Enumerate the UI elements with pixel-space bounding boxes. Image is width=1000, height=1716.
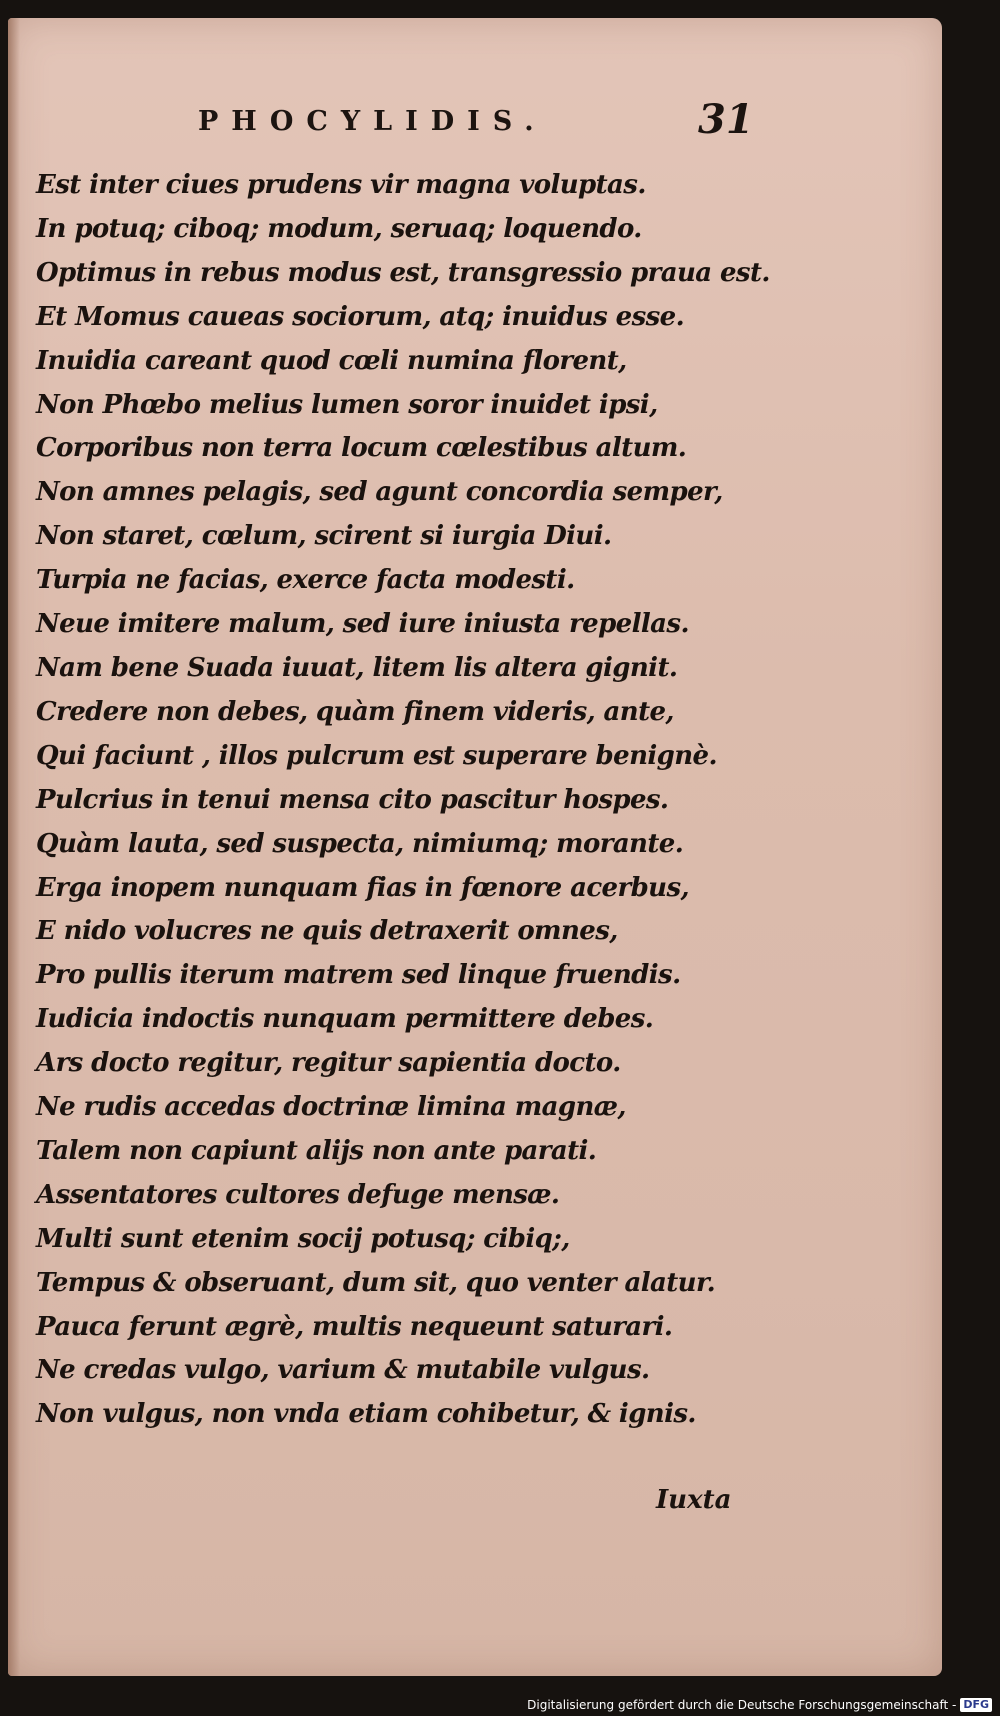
- verse-line: Quàm lauta, sed suspecta, nimiumq; morante.: [36, 828, 684, 859]
- verse-line: Credere non debes, quàm finem videris, ante,: [36, 696, 674, 727]
- verse-line: Tempus & obseruant, dum sit, quo venter alatur.: [36, 1267, 716, 1298]
- verse-line: Et Momus caueas sociorum, atq; inuidus esse.: [36, 301, 685, 332]
- verse-line: Est inter ciues prudens vir magna voluptas.: [36, 170, 646, 200]
- catchword: Iuxta: [656, 1485, 732, 1515]
- verse-line: Non vulgus, non vnda etiam cohibetur, & ignis.: [36, 1399, 696, 1430]
- verse-line: Ne rudis accedas doctrinæ limina magnæ,: [36, 1092, 626, 1123]
- verse-line: Iudicia indoctis nunquam permittere debes.: [36, 1004, 654, 1035]
- verse-line: Pro pullis iterum matrem sed linque fruendis.: [36, 960, 681, 991]
- verse-line: E nido volucres ne quis detraxerit omnes,: [36, 916, 618, 947]
- verse-line: Non amnes pelagis, sed agunt concordia semper,: [36, 477, 723, 508]
- verse-line: Corporibus non terra locum cœlestibus altum.: [36, 433, 687, 464]
- verse-line: Assentatores cultores defuge mensæ.: [36, 1179, 560, 1210]
- verse-line: Multi sunt etenim socij potusq; cibiq;,: [36, 1223, 570, 1254]
- digitization-credit: [527, 1696, 992, 1714]
- verse-line: Nam bene Suada iuuat, litem lis altera gignit.: [36, 652, 678, 683]
- page-gutter-shadow: [8, 18, 20, 1676]
- verse-line: Pulcrius in tenui mensa cito pascitur hospes.: [36, 784, 669, 815]
- verse-line: Ne credas vulgo, varium & mutabile vulgus.: [36, 1355, 650, 1386]
- verse-line: Neue imitere malum, sed iure iniusta repellas.: [36, 609, 689, 640]
- verse-line: Pauca ferunt ægrè, multis nequeunt saturari.: [36, 1311, 673, 1342]
- verse-list: [36, 164, 770, 1437]
- verse-line: In potuq; ciboq; modum, seruaq; loquendo.: [36, 213, 642, 244]
- page-header: [8, 96, 942, 146]
- dfg-logo: DFG: [960, 1698, 992, 1712]
- book-page: [8, 18, 942, 1676]
- credit-text: Digitalisierung gefördert durch die Deutsche Forschungsgemeinschaft -: [527, 1698, 957, 1712]
- verse-line: Non Phœbo melius lumen soror inuidet ipsi,: [36, 389, 658, 420]
- verse-line: Optimus in rebus modus est, transgressio praua est.: [36, 257, 770, 288]
- verse-line: Non staret, cœlum, scirent si iurgia Diui.: [36, 521, 612, 552]
- verse-line: Talem non capiunt alijs non ante parati.: [36, 1135, 597, 1166]
- running-head: PHOCYLIDIS.: [198, 106, 547, 137]
- verse-line: Turpia ne facias, exerce facta modesti.: [36, 565, 575, 596]
- page-number: 31: [698, 96, 754, 143]
- verse-line: Erga inopem nunquam fias in fœnore acerbus,: [36, 872, 689, 903]
- verse-line: Qui faciunt , illos pulcrum est superare benignè.: [36, 740, 717, 771]
- verse-line: Ars docto regitur, regitur sapientia docto.: [36, 1048, 621, 1079]
- verse-line: Inuidia careant quod cœli numina florent,: [36, 345, 627, 376]
